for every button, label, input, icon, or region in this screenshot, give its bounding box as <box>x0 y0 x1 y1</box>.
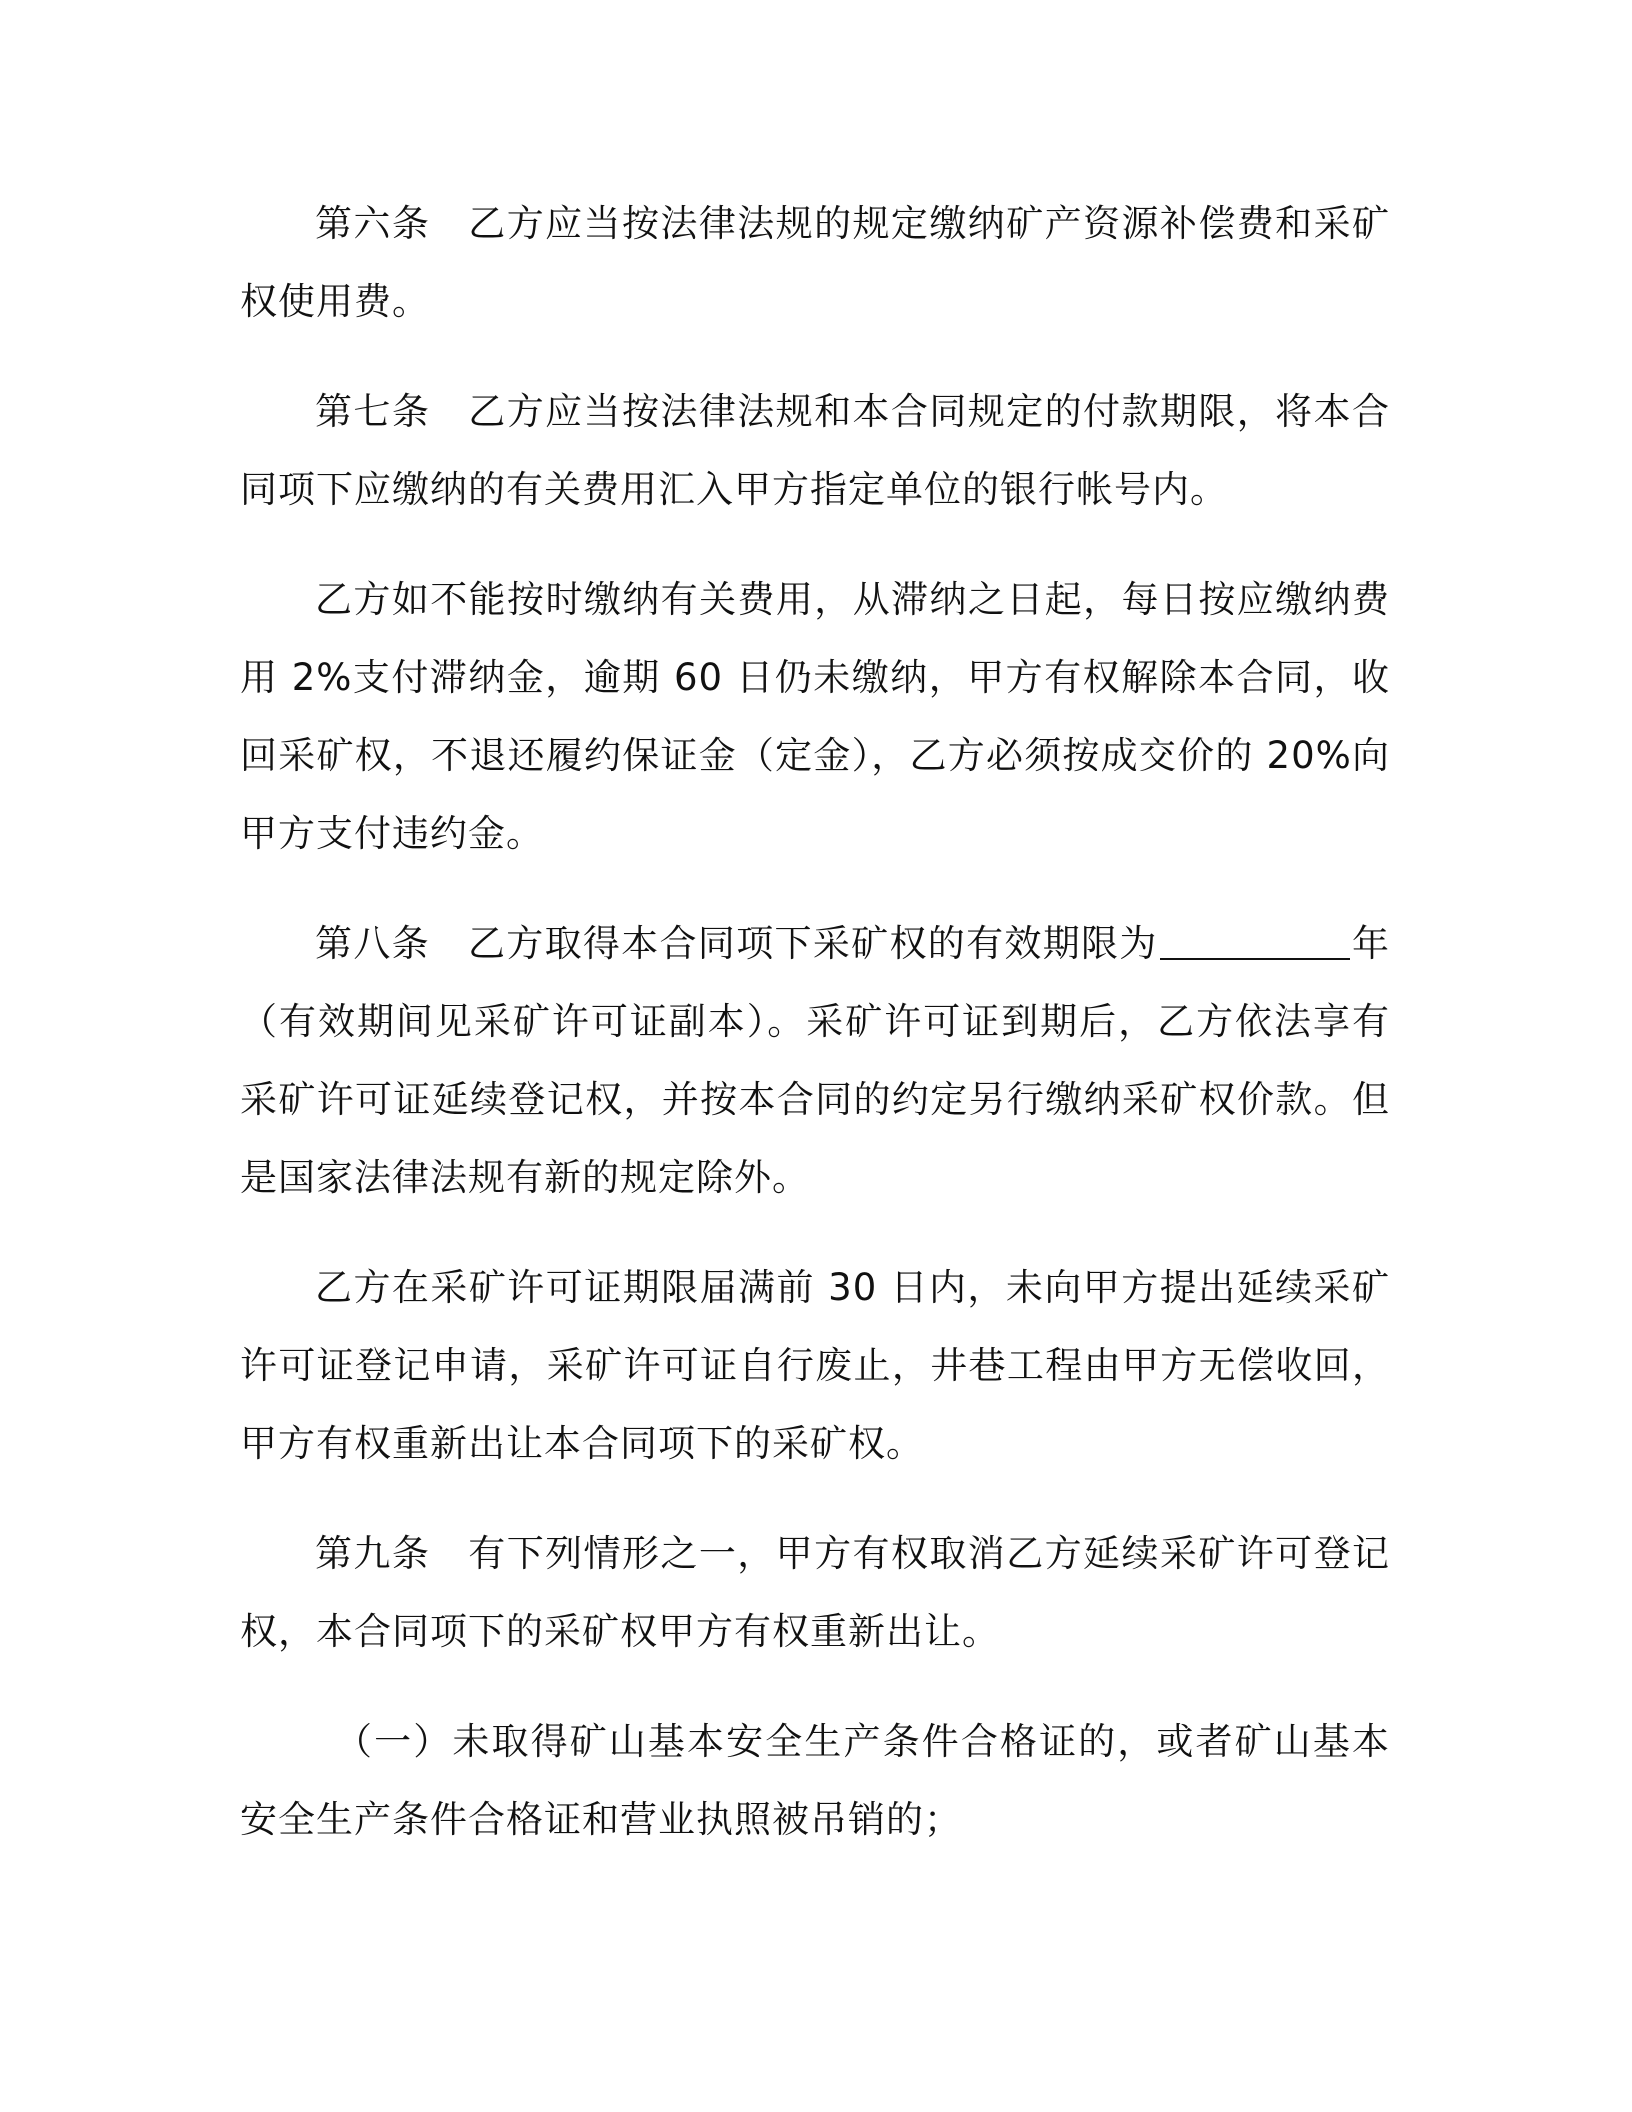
article-9-label: 第九条 <box>315 1532 431 1575</box>
article-8-text-before-blank: 乙方取得本合同项下采矿权的有效期限为 <box>467 922 1158 965</box>
article-9-item-1-paragraph <box>240 1703 1390 1859</box>
article-9-text: 有下列情形之一，甲方有权取消乙方延续采矿许可登记权，本合同项下的采矿权甲方有权重新出让。 <box>240 1532 1391 1653</box>
article-6-label: 第六条 <box>315 202 431 245</box>
article-6-paragraph <box>240 185 1390 341</box>
document-body <box>240 185 1390 1891</box>
article-7-penalty-text: 乙方如不能按时缴纳有关费用，从滞纳之日起，每日按应缴纳费用 2%支付滞纳金，逾期 60 日仍未缴纳，甲方有权解除本合同，收回采矿权，不退还履约保证金（定金），乙方必须按成交价的 20%向甲方支付违约金。 <box>240 578 1390 855</box>
article-9-paragraph <box>240 1515 1390 1671</box>
article-8-expiry-text: 乙方在采矿许可证期限届满前 30 日内，未向甲方提出延续采矿许可证登记申请，采矿许可证自行废止，井巷工程由甲方无偿收回，甲方有权重新出让本合同项下的采矿权。 <box>240 1266 1390 1465</box>
article-8-expiry-paragraph <box>240 1249 1390 1483</box>
article-8-paragraph <box>240 905 1390 1217</box>
article-7-label: 第七条 <box>315 390 431 433</box>
article-7-penalty-paragraph <box>240 561 1390 873</box>
article-7-text: 乙方应当按法律法规和本合同规定的付款期限，将本合同项下应缴纳的有关费用汇入甲方指定单位的银行帐号内。 <box>240 390 1391 511</box>
article-8-label: 第八条 <box>315 922 430 965</box>
article-9-item-1-text: （一）未取得矿山基本安全生产条件合格证的，或者矿山基本安全生产条件合格证和营业执照被吊销的； <box>240 1720 1390 1841</box>
article-7-paragraph <box>240 373 1390 529</box>
article-8-text-after-blank: 年（有效期间见采矿许可证副本）。采矿许可证到期后，乙方依法享有采矿许可证延续登记权，并按本合同的约定另行缴纳采矿权价款。但是国家法律法规有新的规定除外。 <box>240 922 1391 1199</box>
article-6-text: 乙方应当按法律法规的规定缴纳矿产资源补偿费和采矿权使用费。 <box>240 202 1391 323</box>
validity-years-blank <box>1160 921 1350 960</box>
